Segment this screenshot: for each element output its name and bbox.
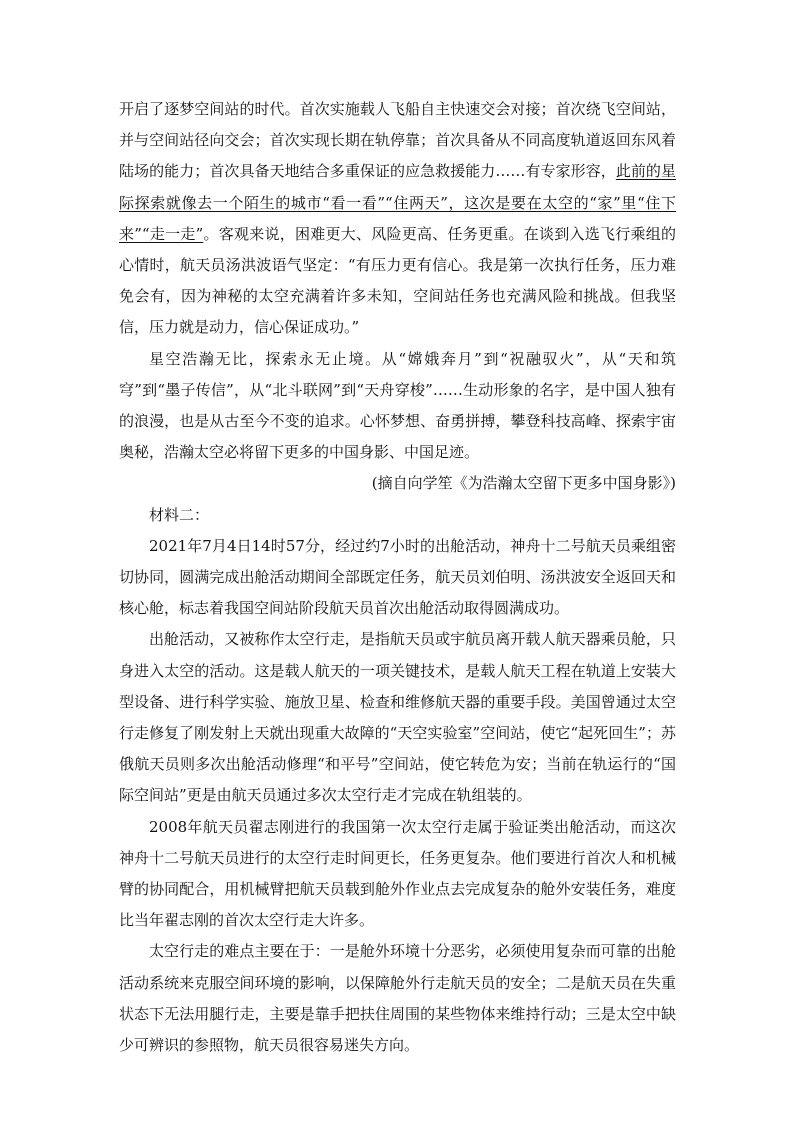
paragraph-6: 太空行走的难点主要在于：一是舱外环境十分恶劣，必须使用复杂而可靠的出舱活动系统来克服空间环境的影响，以保障舱外行走航天员的安全；二是航天员在失重状态下无法用腿行走，主要是靠手把扶住周围的某些物体来维持行动；三是太空中缺少可辨识的参照物，航天员很容易迷失方向。 (119, 942, 676, 1055)
paragraph-5: 2008年航天员翟志刚进行的我国第一次太空行走属于验证类出舱活动，而这次神舟十二号航天员进行的太空行走时间更长，任务更复杂。他们要进行首次人和机械臂的协同配合，用机械臂把航天员载到舱外作业点去完成复杂的舱外安装任务，难度比当年翟志刚的首次太空行走大许多。 (119, 817, 676, 930)
paragraph-1-text-b: 。客观来说，困难更大、风险更高、任务更重。在谈到入选飞行乘组的心情时，航天员汤洪波语气坚定：“有压力更有信心。我是第一次执行任务，压力难免会有，因为神秘的太空充满着许多未知，空间站任务也充满风险和挑战。但我坚信，压力就是动力，信心保证成功。” (119, 224, 676, 337)
document-body (119, 94, 676, 1061)
paragraph-2: 星空浩瀚无比，探索永无止境。从“嫦娥奔月”到“祝融驭火”，从“天和筑穹”到“墨子传信”，从“北斗联网”到“天舟穿梭”……生动形象的名字，是中国人独有的浪漫，也是从古至今不变的追求。心怀梦想、奋勇拼搏，攀登科技高峰、探索宇宙奥秘，浩瀚太空必将留下更多的中国身影、中国足迹。 (119, 349, 676, 462)
underlined-quote: 此前的星际探索就像去一个陌生的城市“看一看”“住两天”，这次是要在太空的“家”里“住下来”“走一走” (119, 162, 676, 243)
paragraph-1 (119, 94, 676, 344)
paragraph-1-text-a: 开启了逐梦空间站的时代。首次实施载人飞船自主快速交会对接；首次绕飞空间站，并与空间站径向交会；首次实现长期在轨停靠；首次具备从不同高度轨道返回东风着陆场的能力；首次具备天地结合多重保证的应急救援能力……有专家形容， (119, 100, 676, 181)
material-2-heading: 材料二： (149, 505, 210, 524)
paragraph-3: 2021年7月4日14时57分，经过约7小时的出舱活动，神舟十二号航天员乘组密切协同，圆满完成出舱活动期间全部既定任务，航天员刘伯明、汤洪波安全返回天和核心舱，标志着我国空间站阶段航天员首次出舱活动取得圆满成功。 (119, 536, 676, 618)
paragraph-4: 出舱活动，又被称作太空行走，是指航天员或宇航员离开载人航天器乘员舱，只身进入太空的活动。这是载人航天的一项关键技术，是载人航天工程在轨道上安装大型设备、进行科学实验、施放卫星、检查和维修航天器的重要手段。美国曾通过太空行走修复了刚发射上天就出现重大故障的“天空实验室”空间站，使它“起死回生”；苏俄航天员则多次出舱活动修理“和平号”空间站，使它转危为安；当前在轨运行的“国际空间站”更是由航天员通过多次太空行走才完成在轨组装的。 (119, 630, 676, 805)
source-citation: (摘自向学笙《为浩瀚太空留下更多中国身影》) (371, 474, 676, 493)
